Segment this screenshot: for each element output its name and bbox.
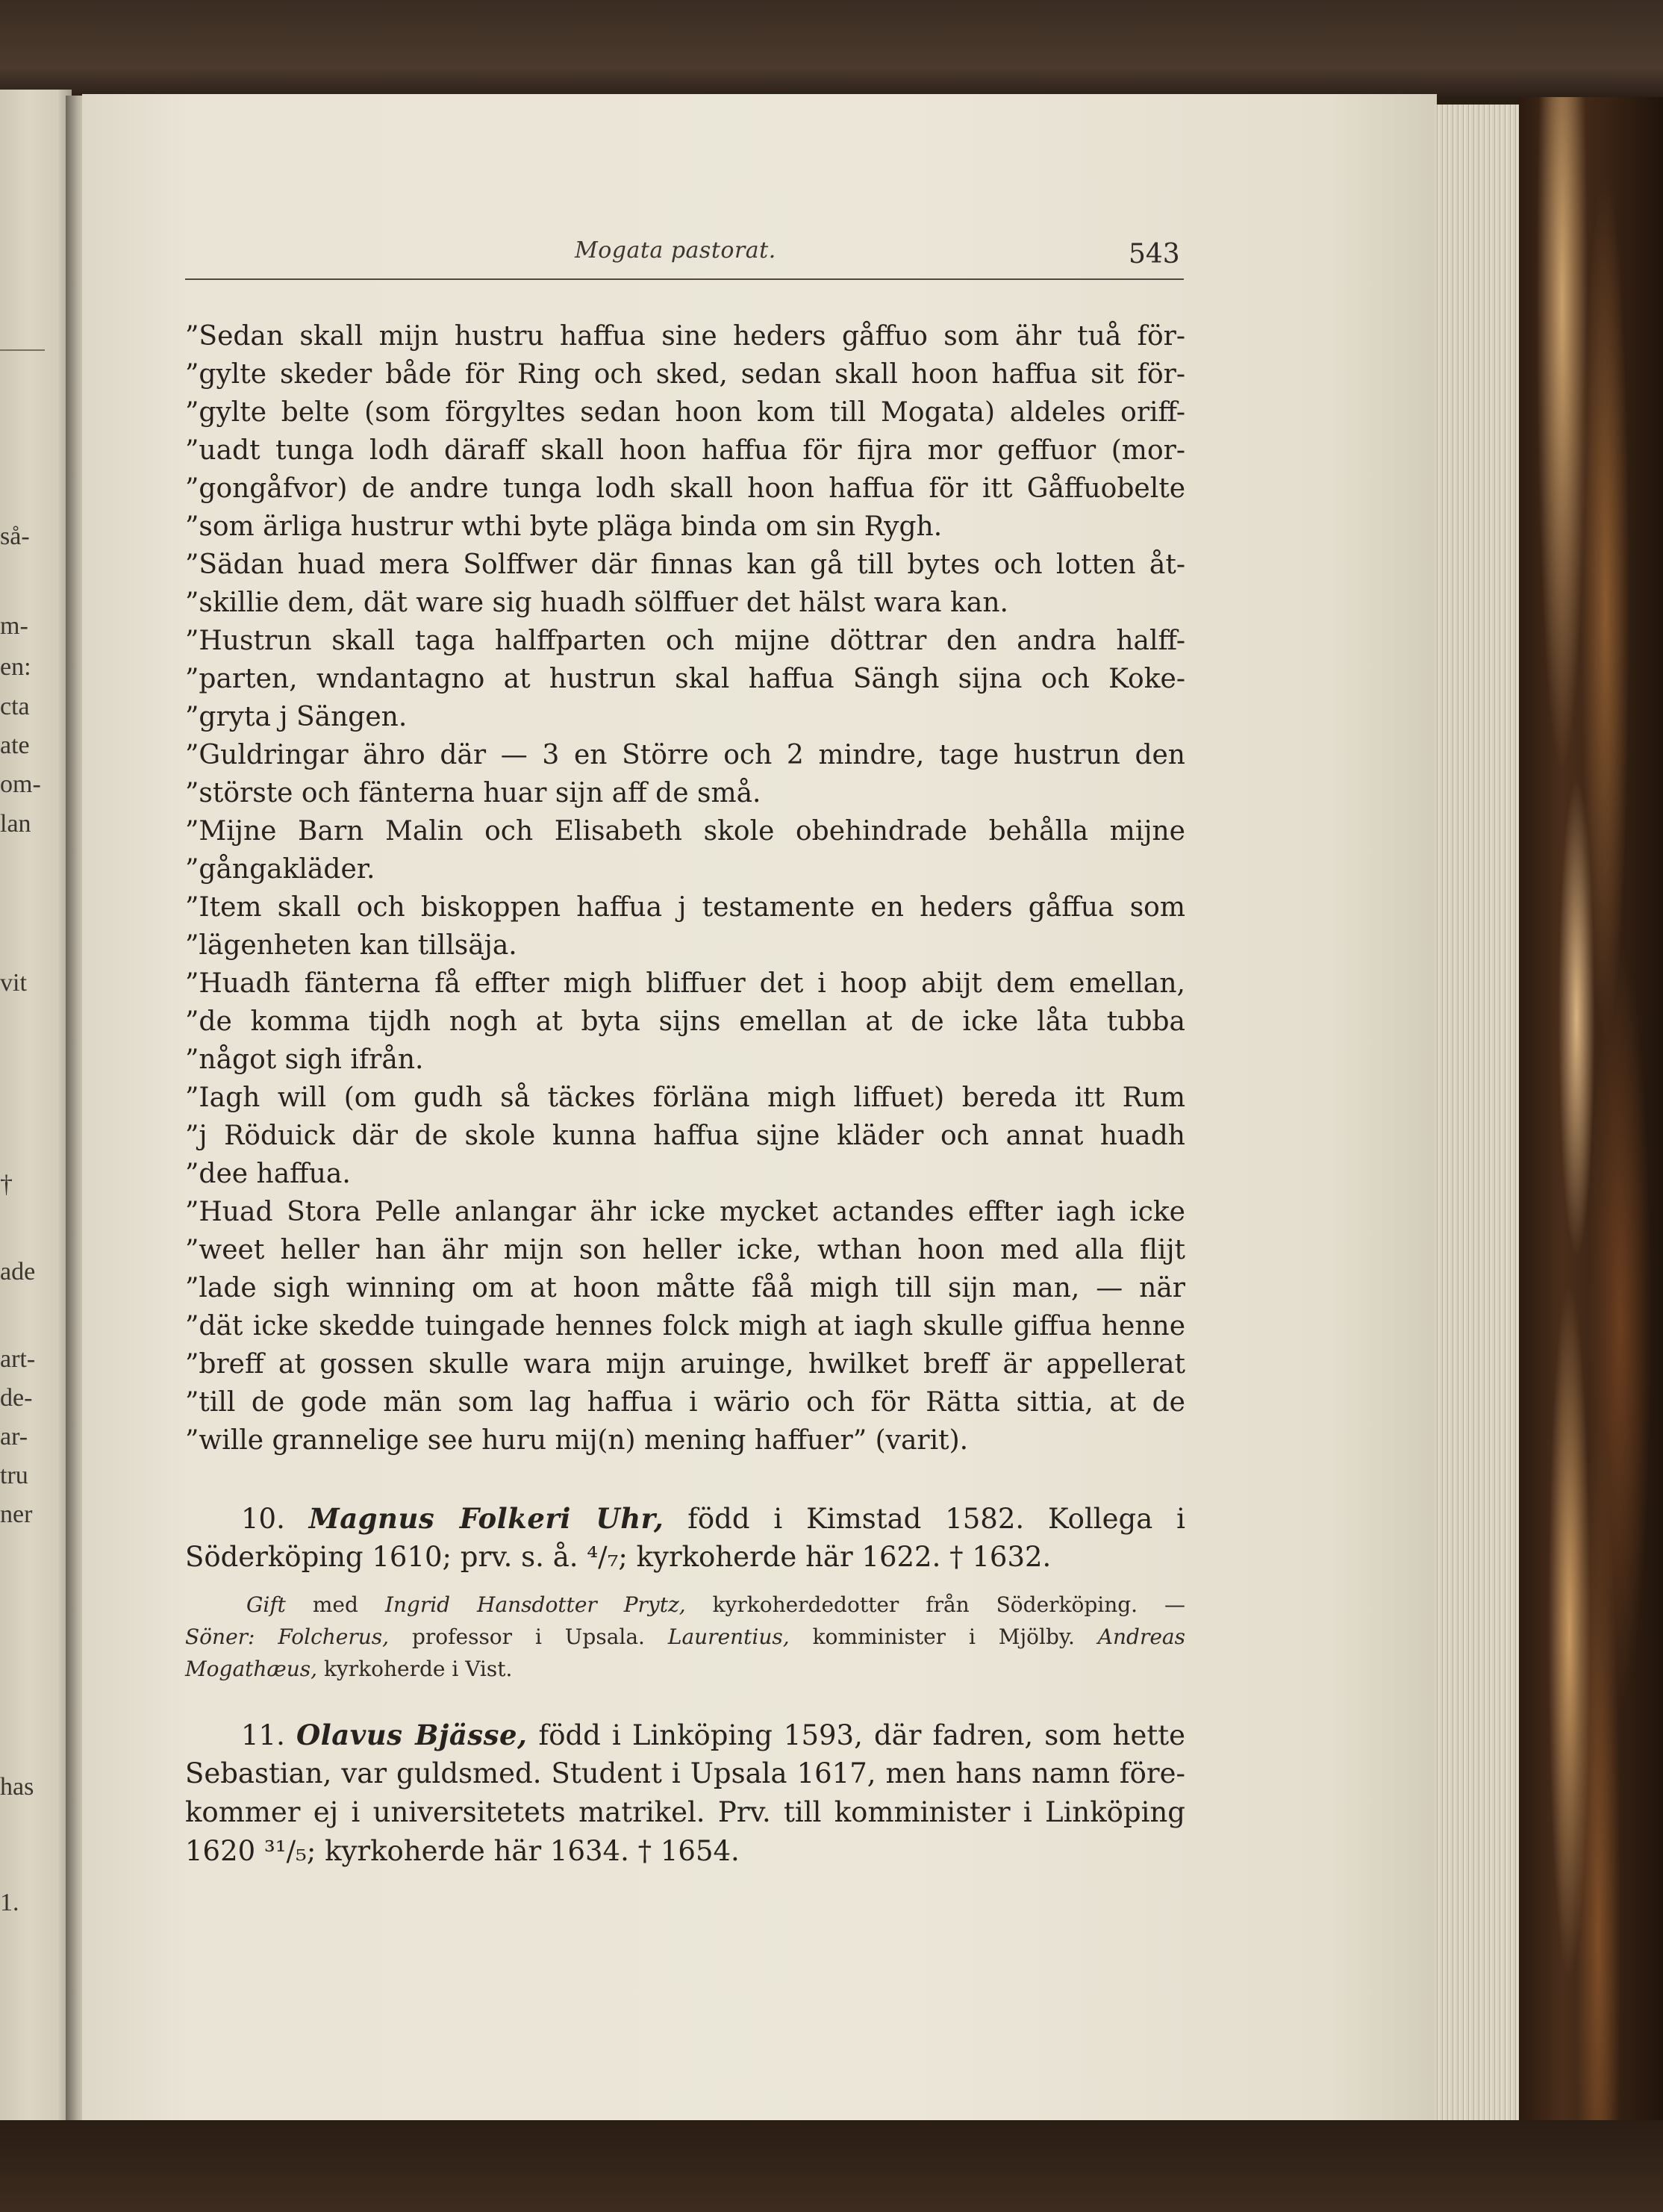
note-line-2 bbox=[185, 1621, 1185, 1653]
entry-11-line-2: Sebastian, var guldsmed. Student i Upsala 1617, men hans namn före- bbox=[185, 1757, 1185, 1789]
quote-line: ”Iagh will (om gudh så täckes förläna migh liffuet) bereda itt Rum bbox=[185, 1082, 1185, 1113]
quote-line: ”weet heller han ähr mijn son heller icke, wthan hoon med alla flijt bbox=[185, 1235, 1185, 1265]
left-page-fragment: de- bbox=[0, 1384, 33, 1412]
note-text: med bbox=[312, 1592, 358, 1617]
quote-line: ”störste och fänterna huar sijn aff de små. bbox=[185, 778, 761, 809]
quote-line: ”Sädan huad mera Solffwer där finnas kan gå till bytes och lotten åt- bbox=[185, 549, 1185, 580]
left-page-rule bbox=[0, 349, 45, 351]
quote-line: ”Huadh fänterna få effter migh bliffuer det i hoop abijt dem emellan, bbox=[185, 968, 1185, 999]
left-page-fragment: ate bbox=[0, 732, 30, 759]
left-page-fragment: en: bbox=[0, 653, 31, 681]
quote-line: ”Huad Stora Pelle anlangar ähr icke mycket actandes effter iagh icke bbox=[185, 1197, 1185, 1227]
left-page-fragment: 1. bbox=[0, 1889, 19, 1916]
quote-line: ”till de gode män som lag haffua i wärio och för Rätta sittia, at de bbox=[185, 1387, 1185, 1418]
entry-11-line-1 bbox=[185, 1716, 1185, 1754]
quote-block bbox=[185, 317, 1185, 1459]
quote-line: ”Mijne Barn Malin och Elisabeth skole obehindrade behålla mijne bbox=[185, 816, 1185, 847]
quote-line: ”Sedan skall mijn hustru haffua sine heders gåffuo som ähr tuå för- bbox=[185, 321, 1185, 352]
header-rule bbox=[185, 278, 1184, 280]
note-line-3 bbox=[185, 1653, 1185, 1685]
quote-line: ”gongåfvor) de andre tunga lodh skall hoon haffua för itt Gåffuobelte bbox=[185, 473, 1185, 504]
note-son: Laurentius, bbox=[667, 1624, 790, 1649]
note-text: kyrkoherdedotter från Söderköping. — bbox=[712, 1592, 1185, 1617]
left-page-fragment: lan bbox=[0, 810, 31, 838]
note-text: kyrkoherde i Vist. bbox=[323, 1657, 513, 1681]
entry-10-line-1 bbox=[185, 1499, 1185, 1538]
quote-line: ”gryta j Sängen. bbox=[185, 702, 408, 732]
quote-line: ”lägenheten kan tillsäja. bbox=[185, 930, 517, 961]
background-bottom bbox=[0, 2120, 1663, 2212]
quote-line: ”dät icke skedde tuingade hennes folck migh at iagh skulle giffua henne bbox=[185, 1311, 1185, 1342]
left-page-fragment: så- bbox=[0, 523, 30, 550]
note-label: Söner: bbox=[185, 1624, 255, 1649]
left-page-fragment: om- bbox=[0, 770, 41, 798]
note-son: Mogathæus, bbox=[185, 1657, 318, 1681]
background-top bbox=[0, 0, 1663, 97]
note-spouse: Ingrid Hansdotter Prytz, bbox=[384, 1592, 686, 1617]
quote-line: ”Guldringar ähro där — 3 en Större och 2 mindre, tage hustrun den bbox=[185, 740, 1185, 770]
quote-line: ”breff at gossen skulle wara mijn aruinge, hwilket breff är appellerat bbox=[185, 1349, 1185, 1380]
running-head-title: Mogata pastorat. bbox=[575, 237, 776, 264]
entry-number: 10. bbox=[241, 1503, 285, 1535]
left-page-fragment: cta bbox=[0, 693, 30, 720]
quote-line: ”de komma tijdh nogh at byta sijns emellan at de icke låta tubba bbox=[185, 1006, 1185, 1037]
left-page-fragment: tru bbox=[0, 1462, 28, 1489]
left-page-fragment: ner bbox=[0, 1501, 33, 1528]
quote-line: ”skillie dem, dät ware sig huadh sölffuer det hälst wara kan. bbox=[185, 588, 1008, 618]
entry-10-note bbox=[185, 1589, 1185, 1685]
quote-line: ”j Röduick där de skole kunna haffua sijne kläder och annat huadh bbox=[185, 1121, 1185, 1151]
entry-text: född i Linköping 1593, där fadren, som hette bbox=[538, 1719, 1186, 1751]
note-text: professor i Upsala. bbox=[411, 1624, 645, 1649]
page-edges bbox=[1435, 105, 1524, 2120]
marbled-cover bbox=[1519, 97, 1663, 2143]
note-label: Gift bbox=[246, 1592, 286, 1617]
left-page-fragment: m- bbox=[0, 612, 28, 640]
quote-line: ”uadt tunga lodh däraff skall hoon haffua för fijra mor geffuor (mor- bbox=[185, 435, 1185, 466]
entry-text: född i Kimstad 1582. Kollega i bbox=[687, 1503, 1185, 1535]
left-page-fragment: has bbox=[0, 1773, 34, 1801]
entry-11-line-3: kommer ej i universitetets matrikel. Prv. till komminister i Linköping bbox=[185, 1796, 1185, 1828]
quote-line: ”wille grannelige see huru mij(n) mening haffuer” (varit). bbox=[185, 1425, 969, 1456]
note-son: Andreas bbox=[1097, 1624, 1185, 1649]
left-page-fragment: art- bbox=[0, 1345, 36, 1373]
quote-line: ”Hustrun skall taga halffparten och mijne döttrar den andra halff- bbox=[185, 626, 1185, 656]
quote-line: ”lade sigh winning om at hoon måtte fåå migh till sijn man, — när bbox=[185, 1273, 1185, 1303]
quote-line: ”gylte skeder både för Ring och sked, sedan skall hoon haffua sit för- bbox=[185, 359, 1185, 390]
note-text: komminister i Mjölby. bbox=[812, 1624, 1075, 1649]
quote-line: ”Item skall och biskoppen haffua j testamente en heders gåffua som bbox=[185, 892, 1185, 923]
entry-name: Olavus Bjässe, bbox=[296, 1719, 528, 1751]
left-facing-page bbox=[0, 90, 72, 2124]
page-number: 543 bbox=[1129, 239, 1180, 270]
quote-line: ”dee haffua. bbox=[185, 1159, 351, 1189]
quote-line: ”gångakläder. bbox=[185, 854, 375, 885]
quote-line: ”parten, wndantagno at hustrun skal haffua Sängh sijna och Koke- bbox=[185, 664, 1185, 694]
quote-line: ”gylte belte (som förgyltes sedan hoon kom till Mogata) aldeles oriff- bbox=[185, 397, 1185, 428]
left-page-fragment: ar- bbox=[0, 1423, 28, 1451]
quote-line: ”som ärliga hustrur wthi byte pläga binda om sin Rygh. bbox=[185, 511, 943, 542]
quote-line: ”något sigh ifrån. bbox=[185, 1044, 424, 1075]
entry-11 bbox=[185, 1716, 1185, 1871]
entry-name: Magnus Folkeri Uhr, bbox=[308, 1502, 664, 1535]
left-page-fragment: † bbox=[0, 1171, 13, 1198]
entry-11-line-4: 1620 ³¹/₅; kyrkoherde här 1634. † 1654. bbox=[185, 1835, 740, 1867]
left-page-fragment: vit bbox=[0, 969, 27, 997]
entry-10-line-2: Söderköping 1610; prv. s. å. ⁴/₇; kyrkoherde här 1622. † 1632. bbox=[185, 1541, 1052, 1573]
entry-10 bbox=[185, 1499, 1185, 1577]
note-line-1 bbox=[185, 1589, 1185, 1621]
note-son: Folcherus, bbox=[278, 1624, 390, 1649]
left-page-fragment: ade bbox=[0, 1258, 36, 1286]
entry-number: 11. bbox=[241, 1719, 285, 1751]
